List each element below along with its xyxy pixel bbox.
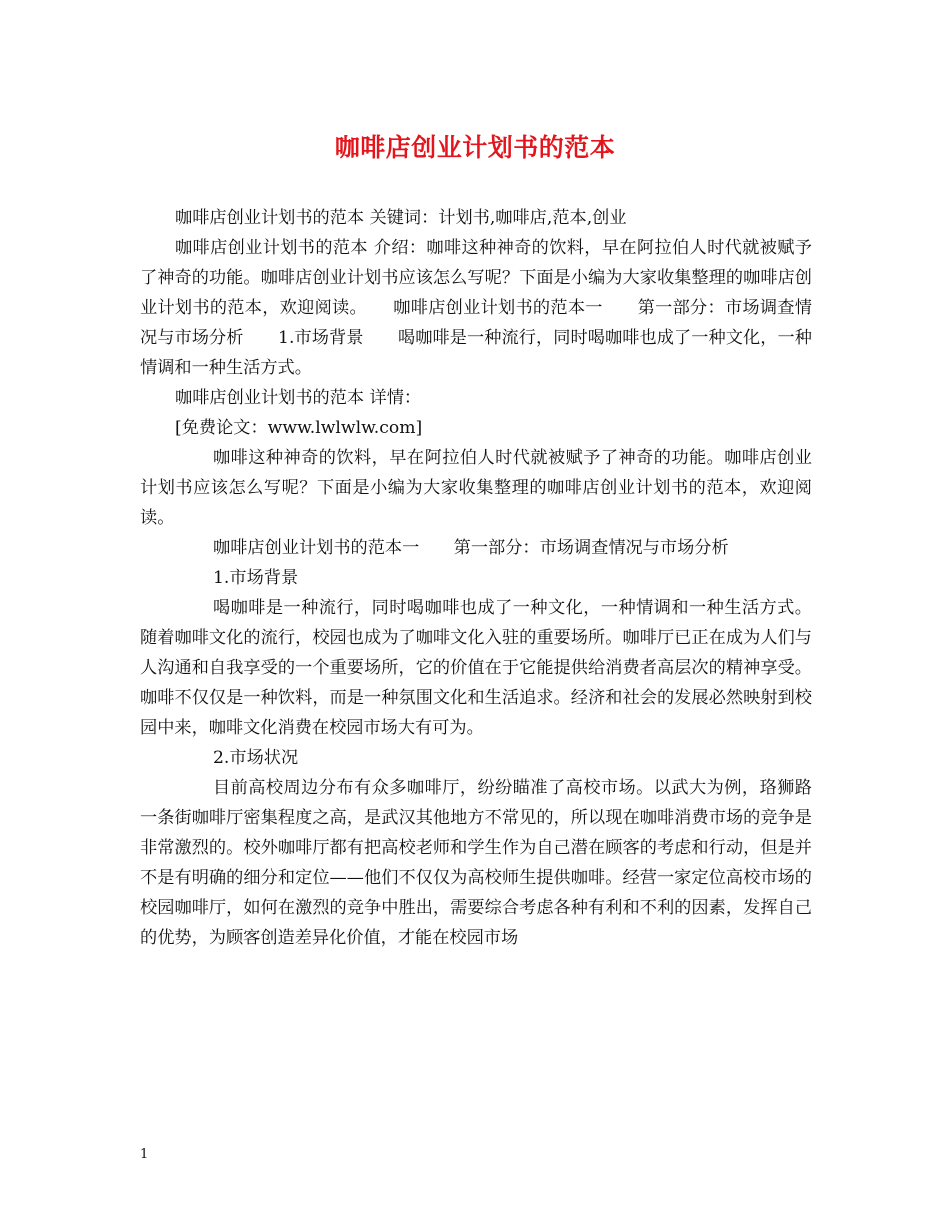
- source-note: [免费论文：www.lwlwlw.com]: [175, 418, 423, 438]
- document-title: 咖啡店创业计划书的范本: [334, 133, 616, 162]
- document-body: [140, 203, 812, 953]
- section-heading: 咖啡店创业计划书的范本一 第一部分：市场调查情况与市场分析: [213, 538, 729, 558]
- subsection-heading: 1.市场背景: [213, 568, 299, 588]
- page-number: 1: [140, 1147, 149, 1162]
- body-paragraph: 目前高校周边分布有众多咖啡厅，纷纷瞄准了高校市场。以武大为例，珞狮路一条街咖啡厅密集程度之高，是武汉其他地方不常见的，所以现在咖啡消费市场的竞争是非常激烈的。校外咖啡厅都有把高校老师和学生作为自己潜在顾客的考虑和行动，但是并不是有明确的细分和定位——他们不仅仅为高校师生提供咖啡。经营一家定位高校市场的校园咖啡厅，如何在激烈的竞争中胜出，需要综合考虑各种有利和不利的因素，发挥自己的优势，为顾客创造差异化价值，才能在校园市场: [140, 778, 812, 948]
- details-label: 咖啡店创业计划书的范本 详情：: [175, 388, 422, 408]
- intro-paragraph: 咖啡店创业计划书的范本 介绍：咖啡这种神奇的饮料，早在阿拉伯人时代就被赋予了神奇的功能。咖啡店创业计划书应该怎么写呢？下面是小编为大家收集整理的咖啡店创业计划书的范本，欢迎阅读。 咖啡店创业计划书的范本一 第一部分：市场调查情况与市场分析 1.市场背景 喝咖啡是一种流行，同时喝咖啡也成了一种文化，一种情调和一种生活方式。: [140, 238, 812, 378]
- subsection-heading: 2.市场状况: [213, 748, 299, 768]
- body-paragraph: 咖啡这种神奇的饮料，早在阿拉伯人时代就被赋予了神奇的功能。咖啡店创业计划书应该怎么写呢？下面是小编为大家收集整理的咖啡店创业计划书的范本，欢迎阅读。: [140, 448, 812, 528]
- body-paragraph: 喝咖啡是一种流行，同时喝咖啡也成了一种文化，一种情调和一种生活方式。随着咖啡文化的流行，校园也成为了咖啡文化入驻的重要场所。咖啡厅已正在成为人们与人沟通和自我享受的一个重要场所，它的价值在于它能提供给消费者高层次的精神享受。咖啡不仅仅是一种饮料，而是一种氛围文化和生活追求。经济和社会的发展必然映射到校园中来，咖啡文化消费在校园市场大有可为。: [140, 598, 812, 738]
- keywords-paragraph: 咖啡店创业计划书的范本 关键词：计划书,咖啡店,范本,创业: [175, 208, 627, 228]
